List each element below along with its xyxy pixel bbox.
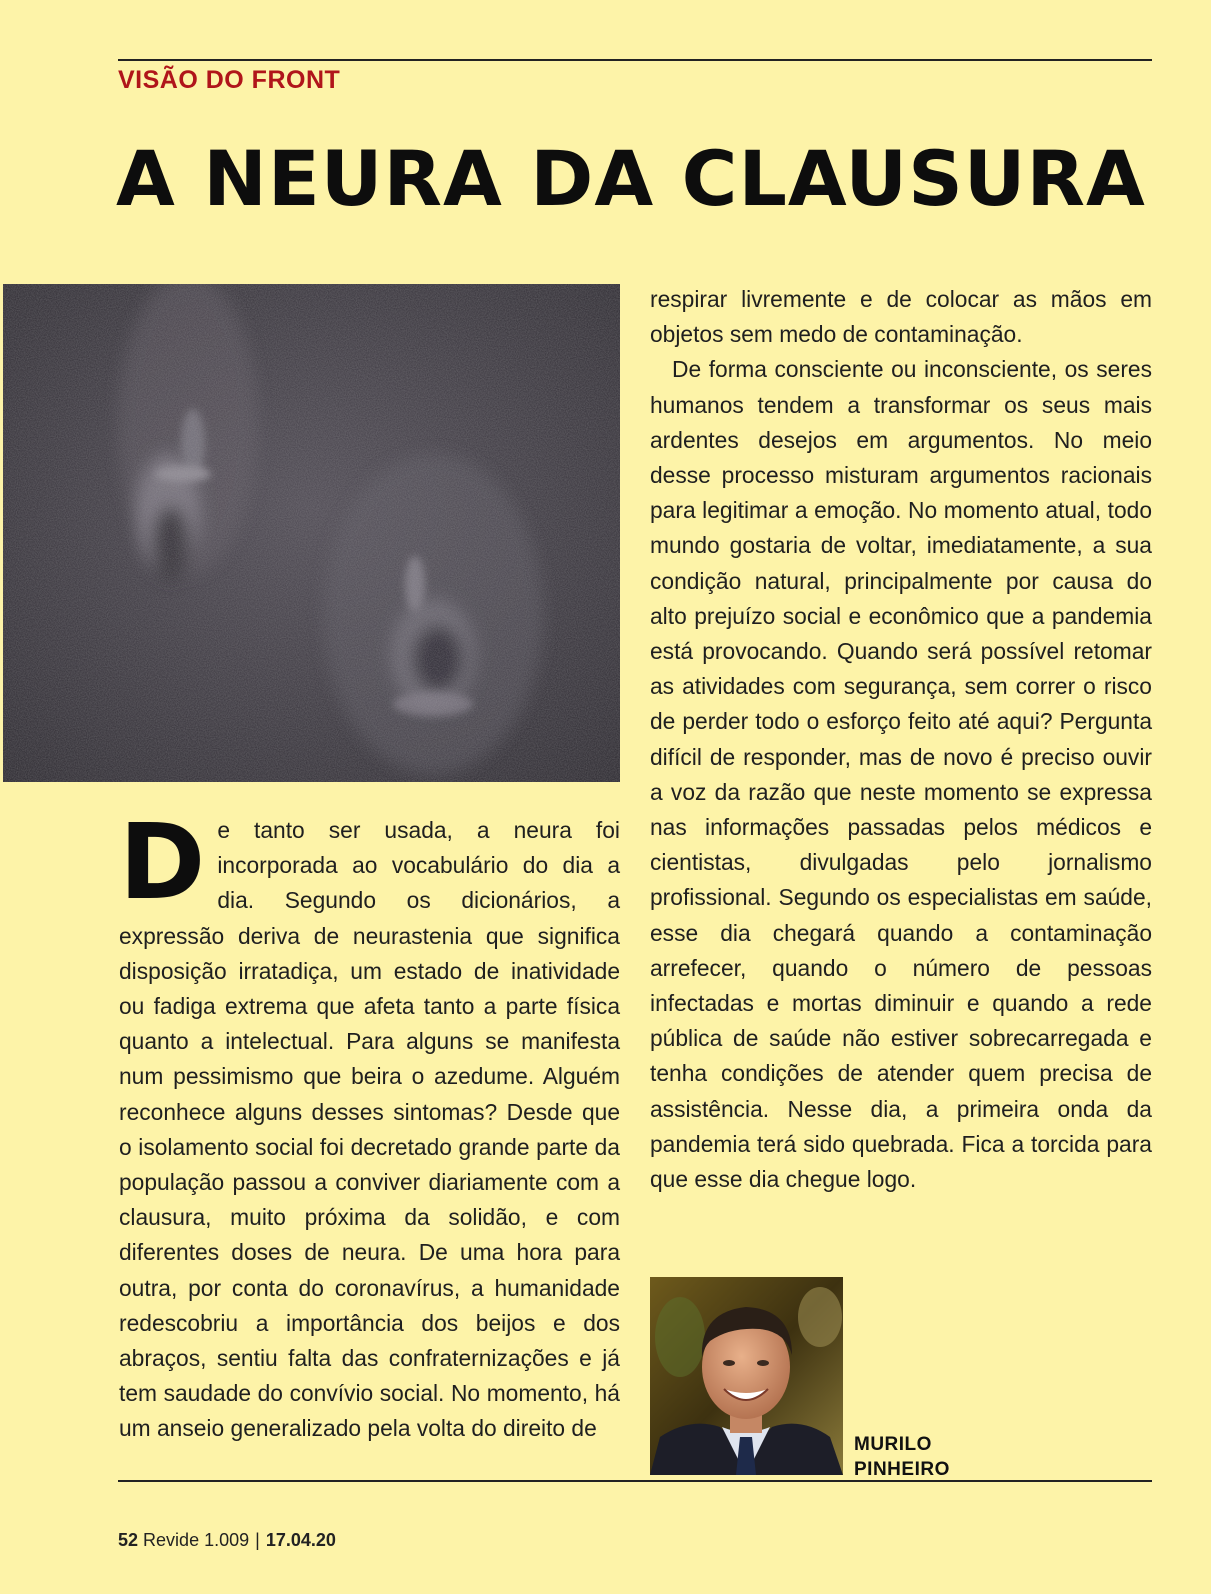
page-number: 52: [118, 1530, 139, 1550]
feature-photo: [3, 284, 620, 782]
article-column-left: [119, 801, 620, 1447]
footer-separator: |: [255, 1530, 260, 1550]
article-text-left: e tanto ser usada, a neura foi incorporada ao vocabulário do dia a dia. Segundo os dicionários, a expressão deriva de neurastenia que significa disposição irratadiça, um estado de inatividade ou fadiga extrema que afeta tanto a parte física quanto a intelectual. Para alguns se manifesta num pessimismo que beira o azedume. Alguém reconhece alguns desses sintomas? Desde que o isolamento social foi decretado grande parte da população passou a conviver diariamente com a clausura, muito próxima da solidão, e com diferentes doses de neura. De uma hora para outra, por conta do coronavírus, a humanidade redescobriu a importância dos beijos e dos abraços, sentiu falta das confraternizações e já tem saudade do convívio social. No momento, há um anseio generalizado pela volta do direito de: [119, 817, 620, 1442]
author-photo: [650, 1277, 843, 1475]
section-label: VISÃO DO FRONT: [118, 66, 341, 94]
publication-issue: Revide 1.009: [143, 1530, 250, 1550]
drop-cap: D: [119, 801, 206, 923]
article-column-right: [650, 282, 1152, 1197]
bottom-rule: [118, 1480, 1152, 1482]
issue-date: 17.04.20: [265, 1530, 336, 1550]
article-paragraph: respirar livremente e de colocar as mãos em objetos sem medo de contaminação.: [650, 286, 1152, 348]
headline: A NEURA DA CLAUSURA: [116, 134, 1146, 223]
author-first-name: MURILO: [854, 1434, 932, 1455]
top-rule: [118, 59, 1152, 61]
author-last-name: PINHEIRO: [854, 1459, 950, 1480]
author-name: [854, 1432, 950, 1482]
page-footer: [118, 1530, 336, 1551]
article-paragraph: De forma consciente ou inconsciente, os seres humanos tendem a transformar os seus mais ardentes desejos em argumentos. No meio desse processo misturam argumentos racionais para legitimar a emoção. No momento atual, todo mundo gostaria de voltar, imediatamente, a sua condição natural, principalmente por causa do alto prejuízo social e econômico que a pandemia está provocando. Quando será possível retomar as atividades com segurança, sem correr o risco de perder todo o esforço feito até aqui? Pergunta difícil de responder, mas de novo é preciso ouvir a voz da razão que neste momento se expressa nas informações passadas pelos médicos e cientistas, divulgadas pelo jornalismo profissional. Segundo os especialistas em saúde, esse dia chegará quando a contaminação arrefecer, quando o número de pessoas infectadas e mortas diminuir e quando a rede pública de saúde não estiver sobrecarregada e tenha condições de atender quem precisa de assistência. Nesse dia, a primeira onda da pandemia terá sido quebrada. Fica a torcida para que esse dia chegue logo.: [650, 356, 1152, 1193]
